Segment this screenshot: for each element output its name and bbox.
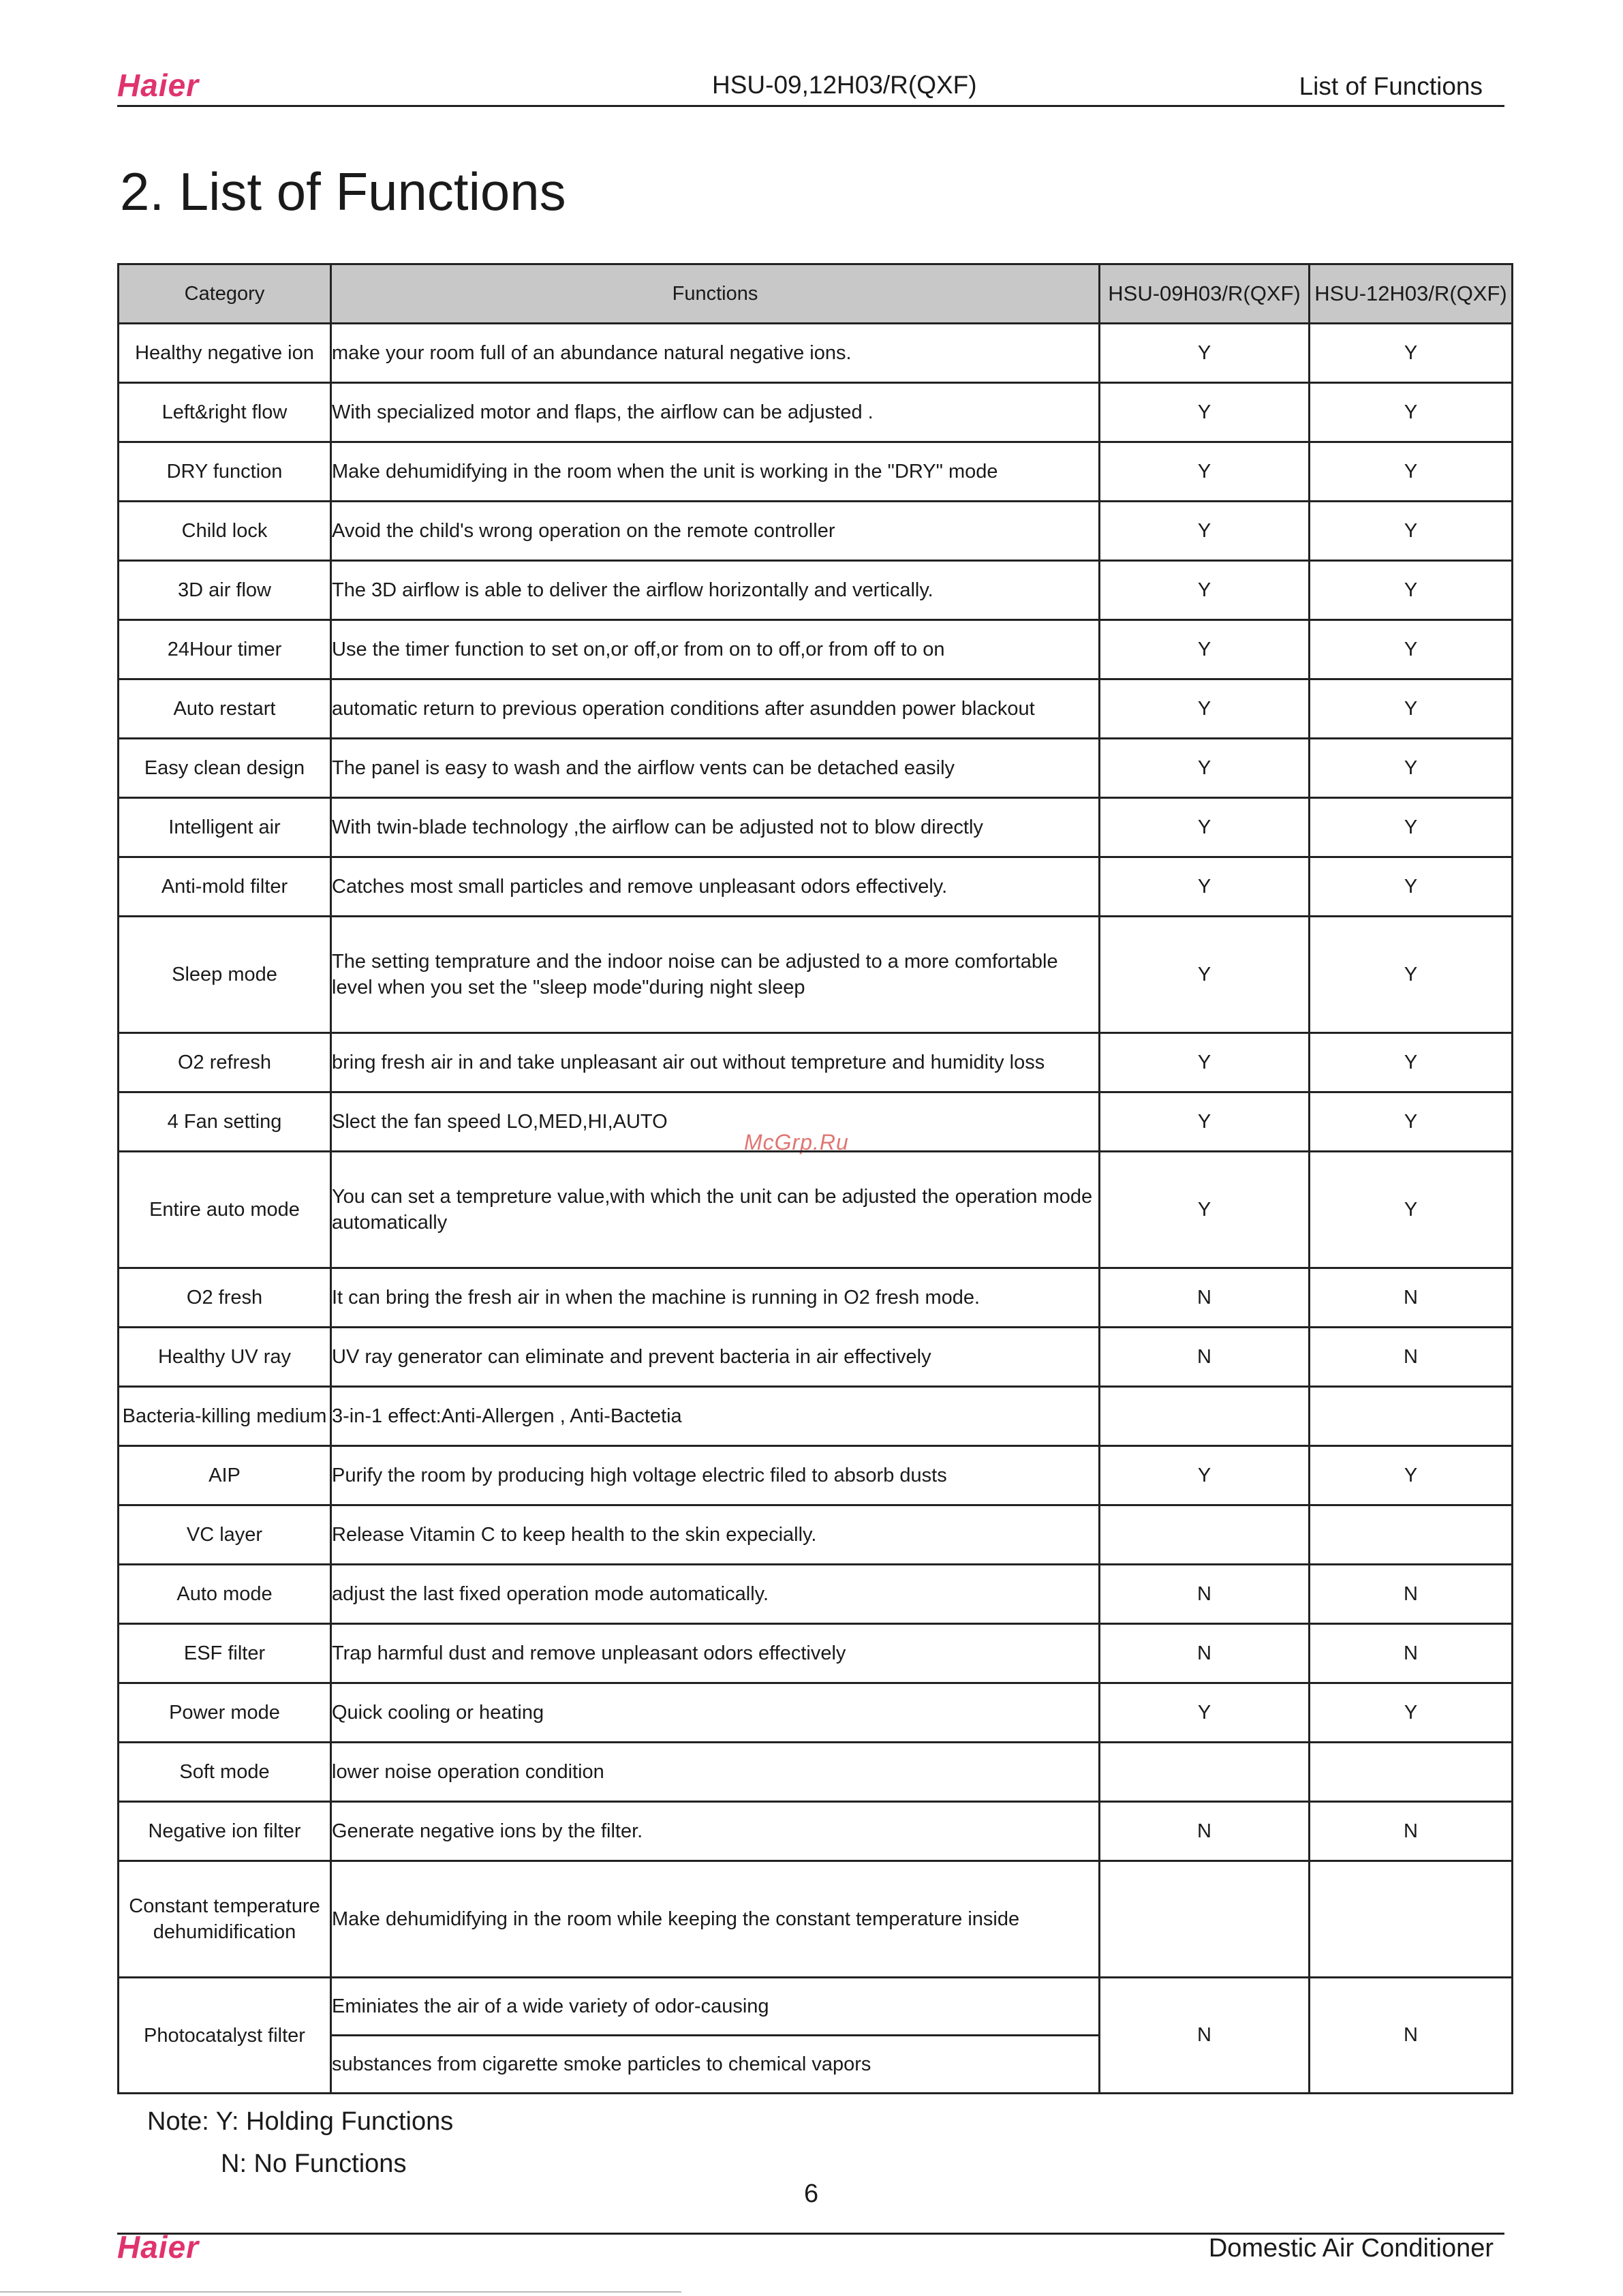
column-header-functions: Functions [331,264,1100,324]
category-cell: ESF filter [119,1624,331,1683]
hsu-12-value: Y [1310,1033,1513,1092]
hsu-09-value: N [1100,1565,1310,1624]
table-row [119,739,1513,798]
hsu-12-value: Y [1310,1152,1513,1268]
category-cell: Auto mode [119,1565,331,1624]
hsu-12-value: Y [1310,561,1513,620]
table-row [119,1033,1513,1092]
category-cell: O2 refresh [119,1033,331,1092]
table-row [119,1624,1513,1683]
category-cell: Healthy UV ray [119,1328,331,1387]
hsu-09-value [1100,1505,1310,1565]
table-row [119,1861,1513,1978]
hsu-09-value: Y [1100,1152,1310,1268]
category-cell: Soft mode [119,1743,331,1802]
table-row [119,1446,1513,1505]
hsu-09-value: Y [1100,857,1310,917]
table-row [119,798,1513,857]
hsu-12-value: Y [1310,502,1513,561]
hsu-09-value: Y [1100,324,1310,383]
function-cell: Release Vitamin C to keep health to the skin expecially. [331,1505,1100,1565]
hsu-09-value: Y [1100,1446,1310,1505]
hsu-12-value: Y [1310,739,1513,798]
table-row [119,620,1513,679]
hsu-09-value: N [1100,1268,1310,1328]
function-cell: Generate negative ions by the filter. [331,1802,1100,1861]
category-cell: Intelligent air [119,798,331,857]
function-cell: Avoid the child's wrong operation on the remote controller [331,502,1100,561]
table-row [119,1387,1513,1446]
function-cell: adjust the last fixed operation mode automatically. [331,1565,1100,1624]
hsu-09-value: N [1100,1802,1310,1861]
hsu-12-value: Y [1310,383,1513,442]
function-cell: Eminiates the air of a wide variety of odor-causing [331,1978,1100,2036]
table-row [119,502,1513,561]
function-cell: substances from cigarette smoke particles to chemical vapors [331,2036,1100,2094]
function-cell: make your room full of an abundance natural negative ions. [331,324,1100,383]
hsu-09-value: Y [1100,1033,1310,1092]
hsu-09-value: Y [1100,502,1310,561]
function-cell: Trap harmful dust and remove unpleasant odors effectively [331,1624,1100,1683]
function-cell: 3-in-1 effect:Anti-Allergen , Anti-Bactetia [331,1387,1100,1446]
table-row [119,1328,1513,1387]
table-row [119,1505,1513,1565]
hsu-09-value: Y [1100,442,1310,502]
legend-line-n: N: No Functions [221,2149,407,2178]
category-cell: Photocatalyst filter [119,1978,331,2094]
legend-line-y: Note: Y: Holding Functions [147,2107,454,2136]
hsu-12-value: N [1310,1565,1513,1624]
function-cell: The panel is easy to wash and the airflow vents can be detached easily [331,739,1100,798]
hsu-12-value: Y [1310,1446,1513,1505]
page-edge-line [0,2291,681,2293]
hsu-12-value [1310,1505,1513,1565]
category-cell: Anti-mold filter [119,857,331,917]
category-cell: Healthy negative ion [119,324,331,383]
function-cell: With twin-blade technology ,the airflow can be adjusted not to blow directly [331,798,1100,857]
hsu-12-value: N [1310,1624,1513,1683]
function-cell: lower noise operation condition [331,1743,1100,1802]
hsu-12-value: N [1310,1268,1513,1328]
category-cell: 24Hour timer [119,620,331,679]
hsu-12-value: Y [1310,857,1513,917]
function-cell: Make dehumidifying in the room while keeping the constant temperature inside [331,1861,1100,1978]
table-row [119,442,1513,502]
function-cell: Quick cooling or heating [331,1683,1100,1743]
category-cell: Negative ion filter [119,1802,331,1861]
header-section-title: List of Functions [1299,72,1483,100]
category-cell: 3D air flow [119,561,331,620]
brand-logo: Haier [117,67,200,103]
hsu-12-value: N [1310,1978,1513,2094]
hsu-12-value [1310,1387,1513,1446]
hsu-09-value: Y [1100,1683,1310,1743]
header-model: HSU-09,12H03/R(QXF) [712,71,977,99]
hsu-12-value: Y [1310,1683,1513,1743]
hsu-12-value [1310,1743,1513,1802]
category-cell: Constant temperature dehumidification [119,1861,331,1978]
hsu-09-value: Y [1100,739,1310,798]
hsu-09-value [1100,1387,1310,1446]
footer-brand-logo: Haier [117,2229,200,2265]
function-cell: It can bring the fresh air in when the machine is running in O2 fresh mode. [331,1268,1100,1328]
watermark: McGrp.Ru [744,1130,849,1154]
table-row [119,1152,1513,1268]
hsu-09-value: Y [1100,620,1310,679]
hsu-12-value [1310,1861,1513,1978]
hsu-09-value: Y [1100,561,1310,620]
footer-text: Domestic Air Conditioner [1208,2234,1494,2263]
category-cell: Power mode [119,1683,331,1743]
table-row [119,1743,1513,1802]
table-row [119,324,1513,383]
category-cell: O2 fresh [119,1268,331,1328]
hsu-09-value: Y [1100,679,1310,739]
functions-table [117,263,1513,2094]
table-row [119,561,1513,620]
function-cell: The setting temprature and the indoor noise can be adjusted to a more comfortable level when you set the "sleep mode"during night sleep [331,917,1100,1033]
table-row [119,1565,1513,1624]
column-header-category: Category [119,264,331,324]
function-cell: Make dehumidifying in the room when the unit is working in the "DRY" mode [331,442,1100,502]
category-cell: AIP [119,1446,331,1505]
hsu-12-value: N [1310,1802,1513,1861]
hsu-09-value [1100,1861,1310,1978]
hsu-12-value: Y [1310,1092,1513,1152]
hsu-12-value: Y [1310,442,1513,502]
column-header-hsu-12: HSU-12H03/R(QXF) [1310,264,1513,324]
function-cell: UV ray generator can eliminate and prevent bacteria in air effectively [331,1328,1100,1387]
table-row [119,383,1513,442]
category-cell: DRY function [119,442,331,502]
category-cell: Sleep mode [119,917,331,1033]
column-header-hsu-09: HSU-09H03/R(QXF) [1100,264,1310,324]
page-title: 2. List of Functions [120,162,566,221]
category-cell: Auto restart [119,679,331,739]
table-row [119,1268,1513,1328]
page-number: 6 [804,2179,819,2208]
table-row [119,857,1513,917]
function-cell: Catches most small particles and remove unpleasant odors effectively. [331,857,1100,917]
hsu-12-value: N [1310,1328,1513,1387]
hsu-12-value: Y [1310,798,1513,857]
category-cell: VC layer [119,1505,331,1565]
category-cell: Child lock [119,502,331,561]
table-row [119,1802,1513,1861]
hsu-09-value: N [1100,1328,1310,1387]
header-rule [117,105,1504,107]
hsu-12-value: Y [1310,324,1513,383]
table-header-row [119,264,1513,324]
function-cell: Use the timer function to set on,or off,or from on to off,or from off to on [331,620,1100,679]
hsu-09-value: N [1100,1978,1310,2094]
function-cell: Slect the fan speed LO,MED,HI,AUTO [331,1092,1100,1152]
function-cell: You can set a tempreture value,with which the unit can be adjusted the operation mode automatically [331,1152,1100,1268]
table-row [119,1683,1513,1743]
function-cell: bring fresh air in and take unpleasant air out without tempreture and humidity loss [331,1033,1100,1092]
table-row [119,917,1513,1033]
category-cell: 4 Fan setting [119,1092,331,1152]
hsu-09-value [1100,1743,1310,1802]
category-cell: Left&right flow [119,383,331,442]
category-cell: Bacteria-killing medium [119,1387,331,1446]
hsu-09-value: Y [1100,917,1310,1033]
table-row [119,1092,1513,1152]
function-cell: Purify the room by producing high voltage electric filed to absorb dusts [331,1446,1100,1505]
legend-note [147,2100,453,2185]
hsu-09-value: Y [1100,798,1310,857]
table-row [119,679,1513,739]
function-cell: automatic return to previous operation conditions after asundden power blackout [331,679,1100,739]
hsu-12-value: Y [1310,679,1513,739]
table-row [119,1978,1513,2036]
function-cell: With specialized motor and flaps, the airflow can be adjusted . [331,383,1100,442]
function-cell: The 3D airflow is able to deliver the airflow horizontally and vertically. [331,561,1100,620]
hsu-09-value: Y [1100,383,1310,442]
category-cell: Easy clean design [119,739,331,798]
hsu-12-value: Y [1310,620,1513,679]
category-cell: Entire auto mode [119,1152,331,1268]
hsu-09-value: N [1100,1624,1310,1683]
hsu-09-value: Y [1100,1092,1310,1152]
hsu-12-value: Y [1310,917,1513,1033]
